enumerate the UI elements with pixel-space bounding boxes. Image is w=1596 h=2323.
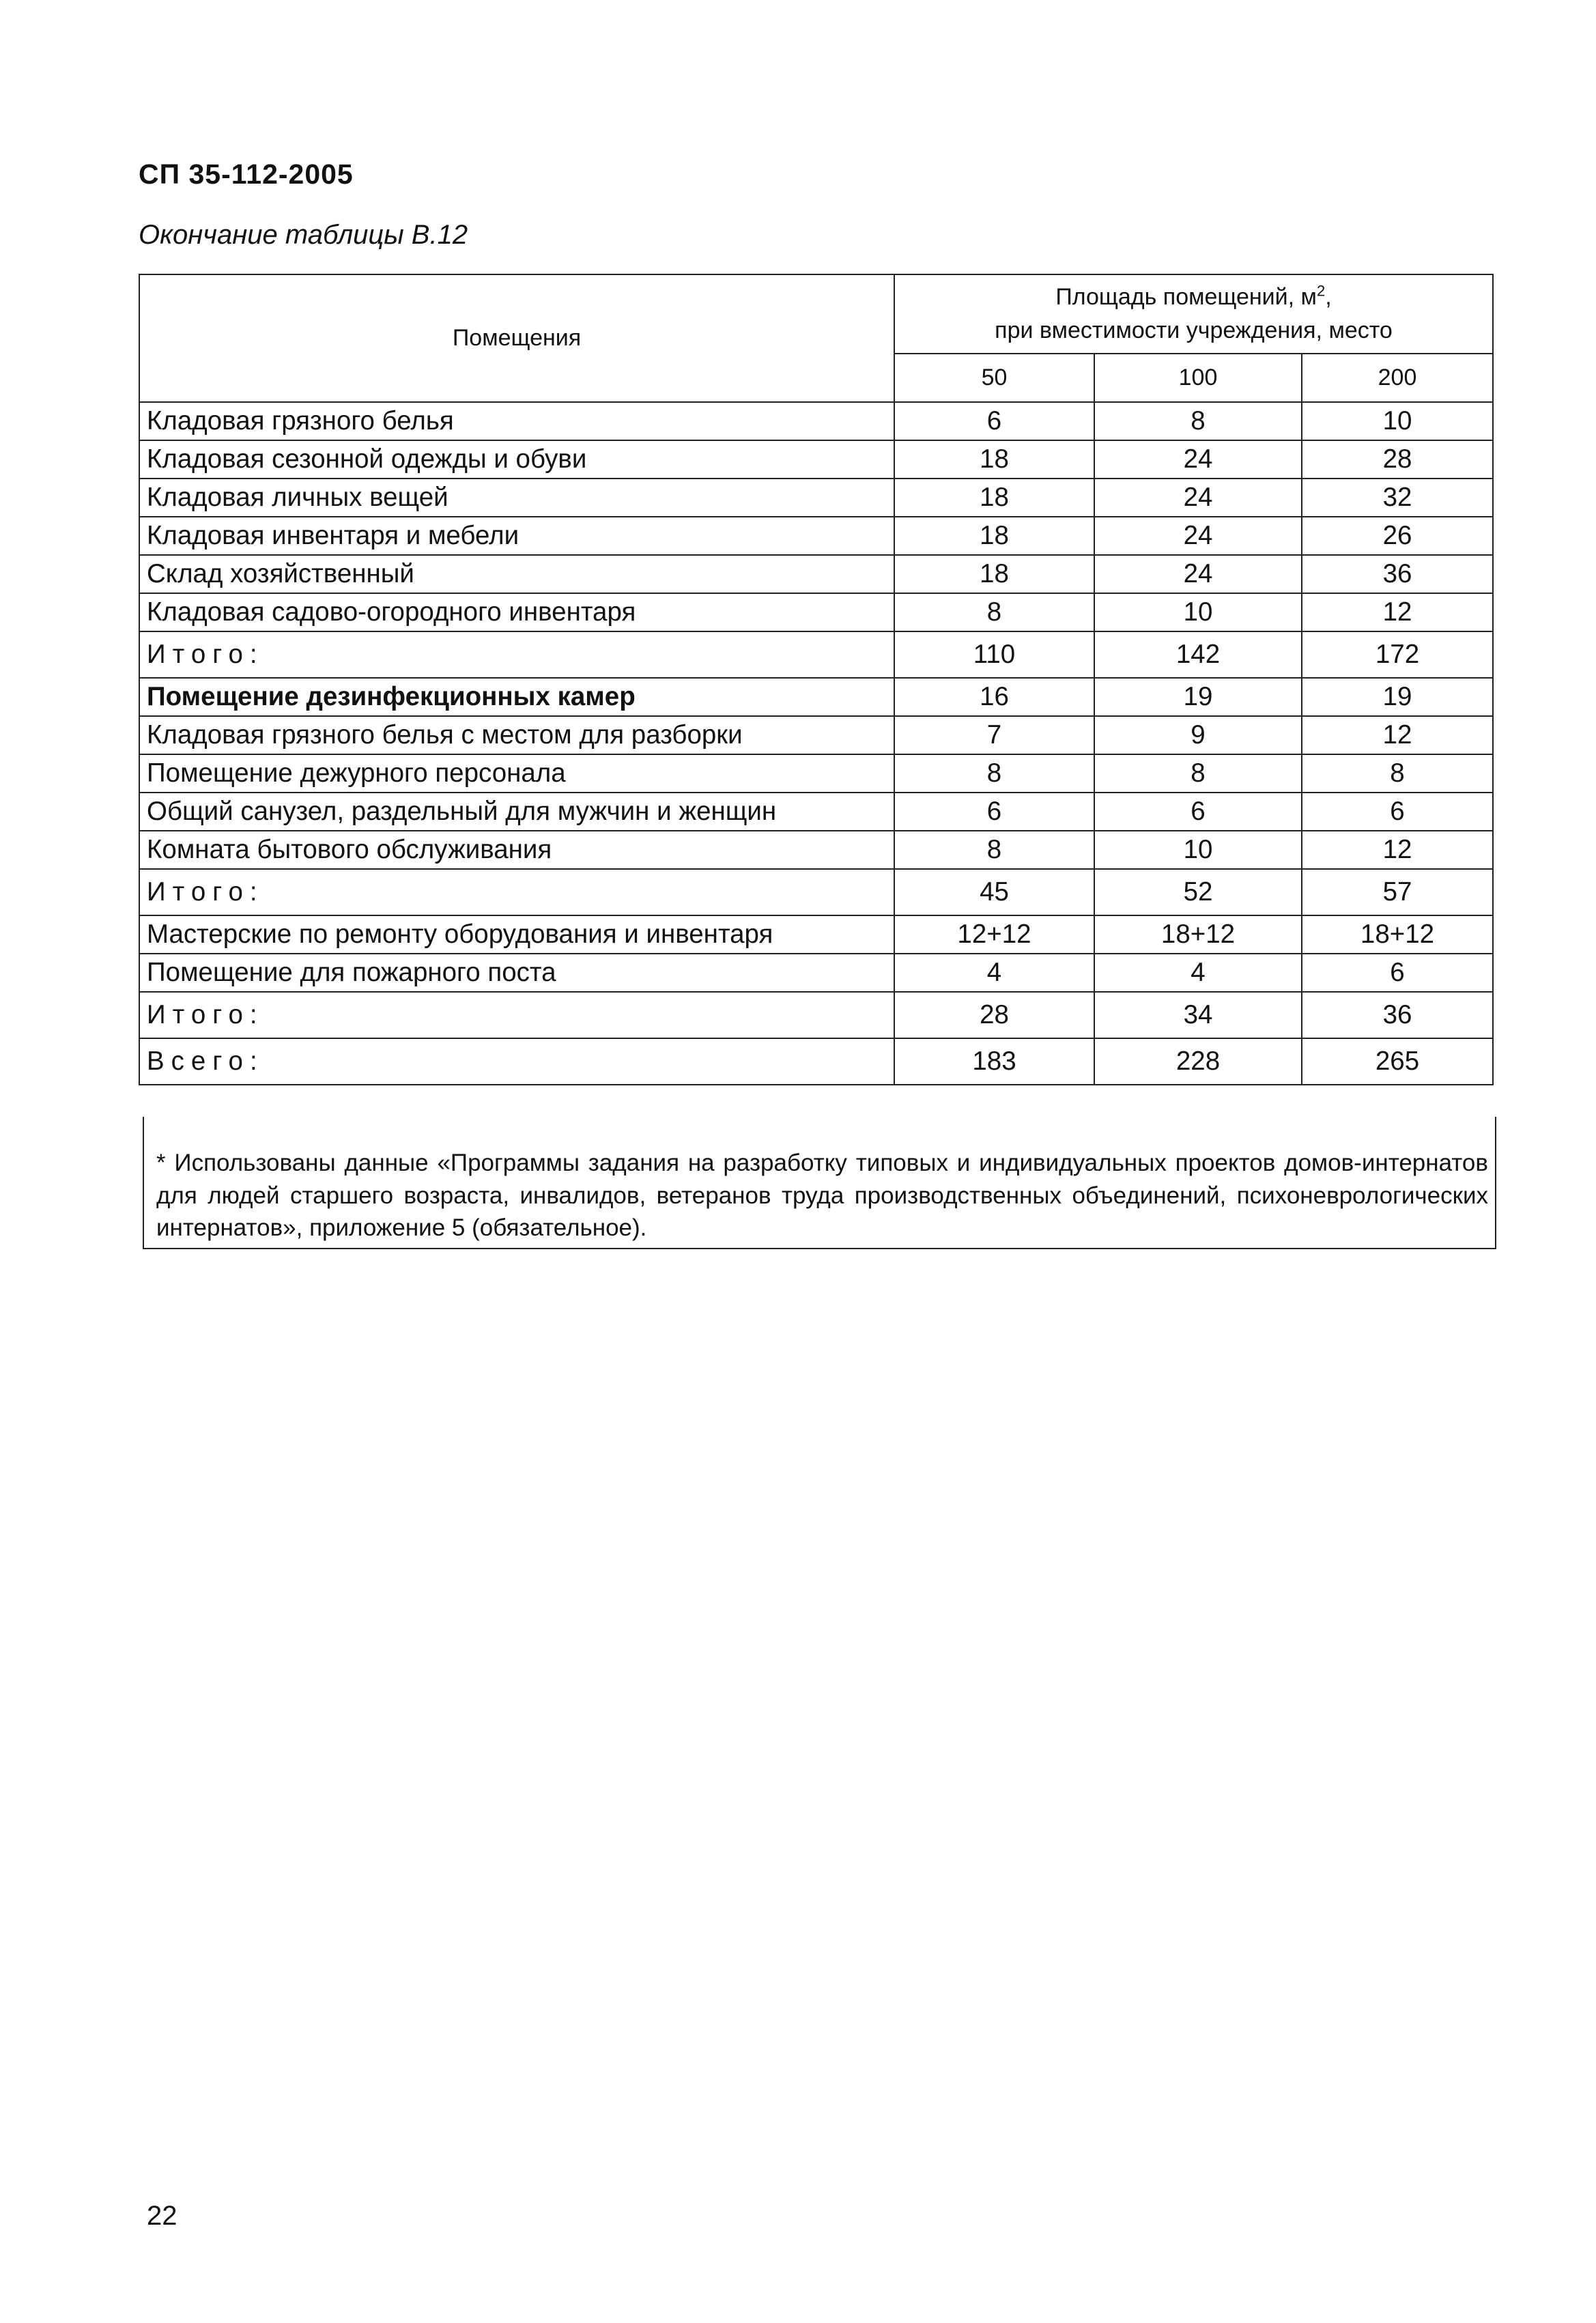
value-100: 19: [1094, 678, 1302, 716]
value-100: 6: [1094, 793, 1302, 831]
room-name: Помещение дезинфекционных камер: [139, 678, 894, 716]
table-caption: Окончание таблицы В.12: [139, 220, 468, 250]
room-name: Комната бытового обслуживания: [139, 831, 894, 869]
room-name: Кладовая сезонной одежды и обуви: [139, 440, 894, 479]
value-200: 36: [1302, 992, 1493, 1038]
capacity-50: 50: [894, 354, 1094, 402]
value-200: 18+12: [1302, 915, 1493, 954]
table-row: [139, 593, 1493, 631]
table-row: [139, 716, 1493, 754]
room-name: Кладовая личных вещей: [139, 479, 894, 517]
total-row: [139, 1038, 1493, 1085]
header-area-sup: 2: [1316, 282, 1326, 300]
value-50: 6: [894, 793, 1094, 831]
value-50: 18: [894, 440, 1094, 479]
header-rooms: Помещения: [139, 274, 894, 402]
value-200: 36: [1302, 555, 1493, 593]
value-200: 12: [1302, 593, 1493, 631]
subtotal-label: Итого:: [139, 631, 894, 678]
value-50: 8: [894, 593, 1094, 631]
value-50: 18: [894, 479, 1094, 517]
table-row: [139, 517, 1493, 555]
value-50: 7: [894, 716, 1094, 754]
room-name: Общий санузел, раздельный для мужчин и женщин: [139, 793, 894, 831]
value-50: 8: [894, 831, 1094, 869]
value-200: 12: [1302, 831, 1493, 869]
footnote: [143, 1117, 1496, 1249]
room-name: Склад хозяйственный: [139, 555, 894, 593]
capacity-200: 200: [1302, 354, 1493, 402]
value-200: 28: [1302, 440, 1493, 479]
subtotal-label: Итого:: [139, 992, 894, 1038]
value-50: 4: [894, 954, 1094, 992]
table-row: [139, 440, 1493, 479]
value-200: 26: [1302, 517, 1493, 555]
capacity-100: 100: [1094, 354, 1302, 402]
value-100: 34: [1094, 992, 1302, 1038]
value-100: 24: [1094, 517, 1302, 555]
table-row: [139, 831, 1493, 869]
table-row: [139, 754, 1493, 793]
table-row: [139, 479, 1493, 517]
header-area-line1: Площадь помещений, м: [1055, 283, 1317, 310]
value-50: 12+12: [894, 915, 1094, 954]
subtotal-row: [139, 992, 1493, 1038]
value-50: 18: [894, 517, 1094, 555]
header-row: [139, 274, 1493, 354]
page-number: 22: [147, 2201, 177, 2231]
area-table: [139, 274, 1494, 1085]
value-100: 8: [1094, 402, 1302, 440]
value-50: 28: [894, 992, 1094, 1038]
table-row: [139, 678, 1493, 716]
value-200: 19: [1302, 678, 1493, 716]
room-name: Кладовая грязного белья: [139, 402, 894, 440]
value-50: 18: [894, 555, 1094, 593]
value-50: 183: [894, 1038, 1094, 1085]
table-row: [139, 402, 1493, 440]
value-100: 8: [1094, 754, 1302, 793]
value-200: 172: [1302, 631, 1493, 678]
header-area: [894, 274, 1493, 354]
value-200: 8: [1302, 754, 1493, 793]
value-200: 265: [1302, 1038, 1493, 1085]
document-code: СП 35-112-2005: [139, 158, 354, 190]
value-50: 45: [894, 869, 1094, 915]
value-100: 4: [1094, 954, 1302, 992]
room-name: Помещение для пожарного поста: [139, 954, 894, 992]
table-row: [139, 555, 1493, 593]
total-label: Всего:: [139, 1038, 894, 1085]
table-row: [139, 793, 1493, 831]
value-100: 10: [1094, 593, 1302, 631]
value-200: 32: [1302, 479, 1493, 517]
value-200: 10: [1302, 402, 1493, 440]
room-name: Помещение дежурного персонала: [139, 754, 894, 793]
value-200: 6: [1302, 793, 1493, 831]
value-100: 52: [1094, 869, 1302, 915]
value-100: 24: [1094, 555, 1302, 593]
value-200: 6: [1302, 954, 1493, 992]
value-100: 24: [1094, 440, 1302, 479]
subtotal-row: [139, 631, 1493, 678]
header-area-comma: ,: [1325, 283, 1332, 310]
value-200: 12: [1302, 716, 1493, 754]
room-name: Кладовая инвентаря и мебели: [139, 517, 894, 555]
table-row: [139, 915, 1493, 954]
value-100: 10: [1094, 831, 1302, 869]
room-name: Кладовая грязного белья с местом для разборки: [139, 716, 894, 754]
value-50: 6: [894, 402, 1094, 440]
value-100: 18+12: [1094, 915, 1302, 954]
value-50: 110: [894, 631, 1094, 678]
subtotal-row: [139, 869, 1493, 915]
value-50: 8: [894, 754, 1094, 793]
value-100: 142: [1094, 631, 1302, 678]
table-row: [139, 954, 1493, 992]
footnote-text: * Использованы данные «Программы задания на разработку типовых и индивидуальных проектов домов-интернатов для людей старшего возраста, инвалидов, ветеранов труда производственных объединений, психоневрологических интернатов», приложение 5 (обязательное).: [156, 1150, 1488, 1242]
value-200: 57: [1302, 869, 1493, 915]
header-area-line2: при вместимости учреждения, место: [995, 317, 1393, 343]
value-100: 24: [1094, 479, 1302, 517]
room-name: Мастерские по ремонту оборудования и инвентаря: [139, 915, 894, 954]
value-50: 16: [894, 678, 1094, 716]
room-name: Кладовая садово-огородного инвентаря: [139, 593, 894, 631]
subtotal-label: Итого:: [139, 869, 894, 915]
value-100: 9: [1094, 716, 1302, 754]
value-100: 228: [1094, 1038, 1302, 1085]
